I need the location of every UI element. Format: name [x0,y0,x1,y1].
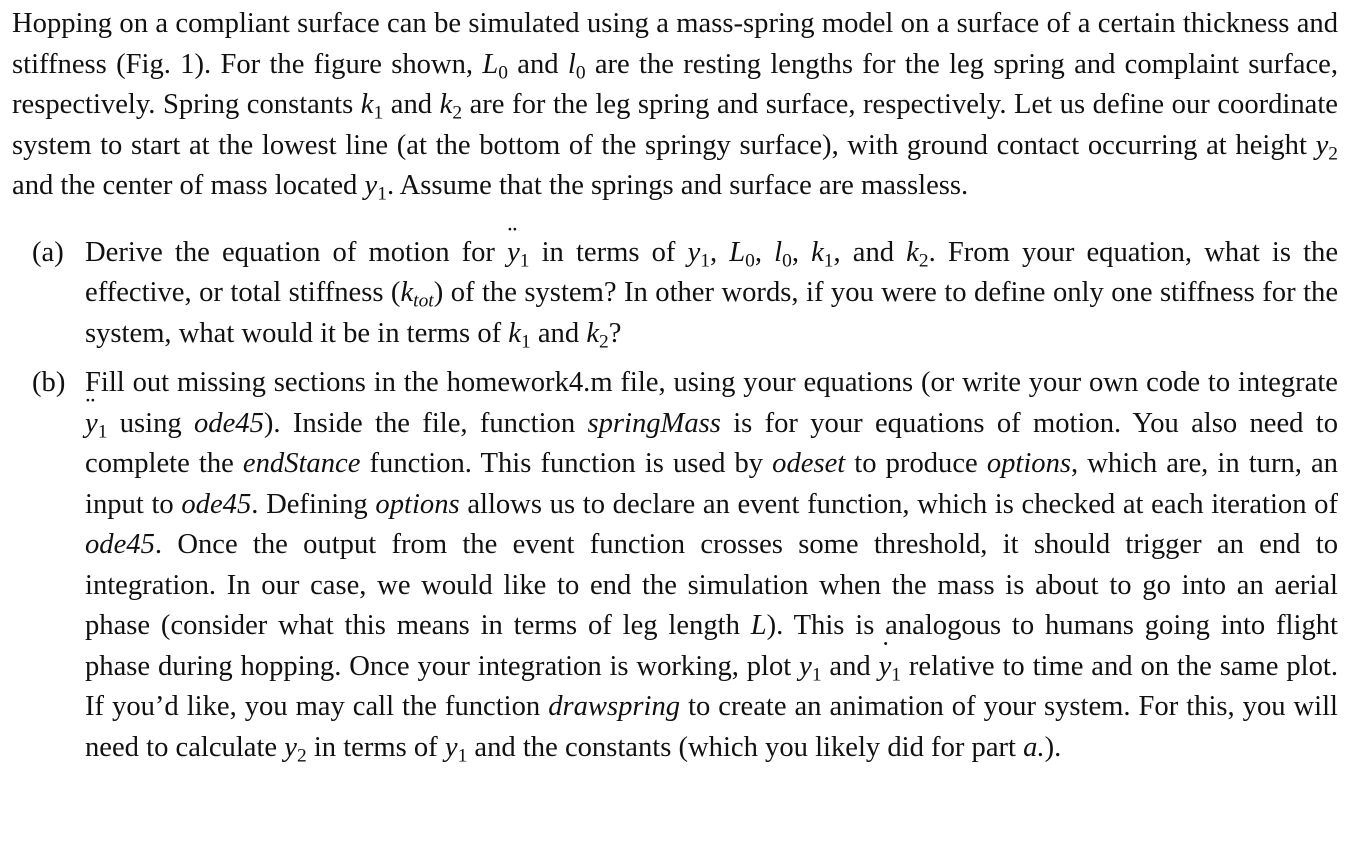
code-term: odeset [772,448,846,479]
math-subscript: 1 [373,102,384,124]
intro-paragraph [12,4,1338,207]
text: ) of the system? In other words, if you were to define only one stiffness for the system, what would it be in terms of [85,277,1339,349]
text: ). This is analogous to humans going into flight phase during hopping. Once your integration is working, plot [85,610,1338,682]
math-subscript: 1 [891,663,902,685]
part-reference: a. [1023,731,1045,763]
text: Fill out missing sections in the homework4.m file, using your equations (or write your own code to integrate [85,367,1338,398]
math-subscript: 0 [575,61,586,83]
text: and [383,89,440,120]
math-subscript: 2 [599,330,609,352]
code-term: options [986,448,1072,479]
question-b [12,363,1338,768]
math-subscript: 2 [296,744,307,766]
text: function. This function is used by [360,448,773,479]
text: . Defining [251,488,376,520]
text: to create an animation of your system. For this, you will need to calculate [85,691,1338,763]
math-subscript: 1 [519,249,530,271]
math-subscript: 2 [452,102,463,124]
math-var: k [360,89,374,120]
math-subscript: tot [413,290,434,312]
math-subscript: 1 [823,249,834,271]
math-var: k [811,236,824,268]
math-subscript: 1 [457,744,468,766]
text: . From your equation, what is the effective, or total stiffness ( [85,236,1339,308]
math-var: l [774,236,783,268]
math-subscript: 1 [700,249,710,271]
text: allows us to declare an event function, which is checked at each iteration of [459,488,1338,520]
math-var: k [400,277,414,308]
code-term: ode45 [194,407,264,439]
math-var: k [586,317,600,349]
text: , [791,236,812,268]
text: Hopping on a compliant surface can be simulated using a mass-spring model on a surface of a certain thickness and stiffness (Fig. 1). For the figure shown, [12,8,1338,80]
question-label: (a) [32,236,64,268]
text: are the resting lengths for the leg spring and complaint surface, respectively. Spring constants [12,48,1338,120]
math-var-dot: ˙ y [879,647,892,688]
math-subscript: 0 [498,61,508,83]
math-var: y [687,236,701,268]
math-subscript: 1 [811,663,822,685]
math-var: k [508,317,521,349]
text: in terms of [306,731,445,763]
text: and the center of mass located [12,170,365,201]
math-var: y [364,170,378,201]
question-label: (b) [32,367,66,398]
text: using [107,407,194,439]
math-var: y [284,731,297,763]
math-var: L [729,236,746,268]
text: , and [833,236,907,268]
code-term: ode45 [85,529,155,560]
text: relative to time and on the same plot. If you’d like, you may call the function [85,650,1338,722]
text: . Once the output from the event function crosses some threshold, it should trigger an end to integration. In our case, we would like to end the simulation when the mass is about to go into an aerial phase (consider what this means in terms of leg length [85,529,1338,641]
text: and [821,650,879,682]
math-subscript: 2 [918,249,929,271]
math-subscript: 1 [521,330,531,352]
question-a [12,233,1338,355]
text: , [709,236,730,268]
text: and the constants (which you likely did for part [467,731,1024,763]
code-term: endStance [242,448,361,479]
text: to produce [845,448,987,479]
text: in terms of [529,236,688,268]
question-list [12,233,1338,769]
math-subscript: 0 [745,249,755,271]
text: and [507,48,568,80]
text: are for the leg spring and surface, respectively. Let us define our coordinate system to start at the lowest line (at the bottom of the springy surface), with ground contact occurring at height [12,89,1338,161]
text: ). [1044,731,1062,763]
code-term: options [375,488,460,520]
text: and [530,317,587,349]
math-var: L [750,610,767,641]
math-subscript: 2 [1328,142,1338,164]
math-var-ddot: ¨ y [507,233,520,274]
text: ? [608,317,622,349]
text: , [754,236,775,268]
math-subscript: 1 [97,420,108,442]
math-var: L [482,48,499,80]
text: ). Inside the file, function [263,407,588,439]
code-term: ode45 [181,488,252,520]
math-var: l [567,48,576,80]
math-var: y [799,650,812,682]
math-var-ddot: ¨ y [85,404,98,445]
code-term: drawspring [548,691,681,722]
math-var: k [439,89,453,120]
text: , which are, in turn, an input to [85,448,1338,520]
math-subscript: 0 [782,249,792,271]
math-var: y [444,731,458,763]
text: . Assume that the springs and surface are massless. [386,170,969,201]
text: Derive the equation of motion for [85,236,508,268]
code-term: springMass [587,407,721,439]
text: is for your equations of motion. You also need to complete the [85,407,1338,479]
math-var: k [906,236,919,268]
math-var: y [1315,129,1329,161]
math-subscript: 1 [377,183,387,205]
